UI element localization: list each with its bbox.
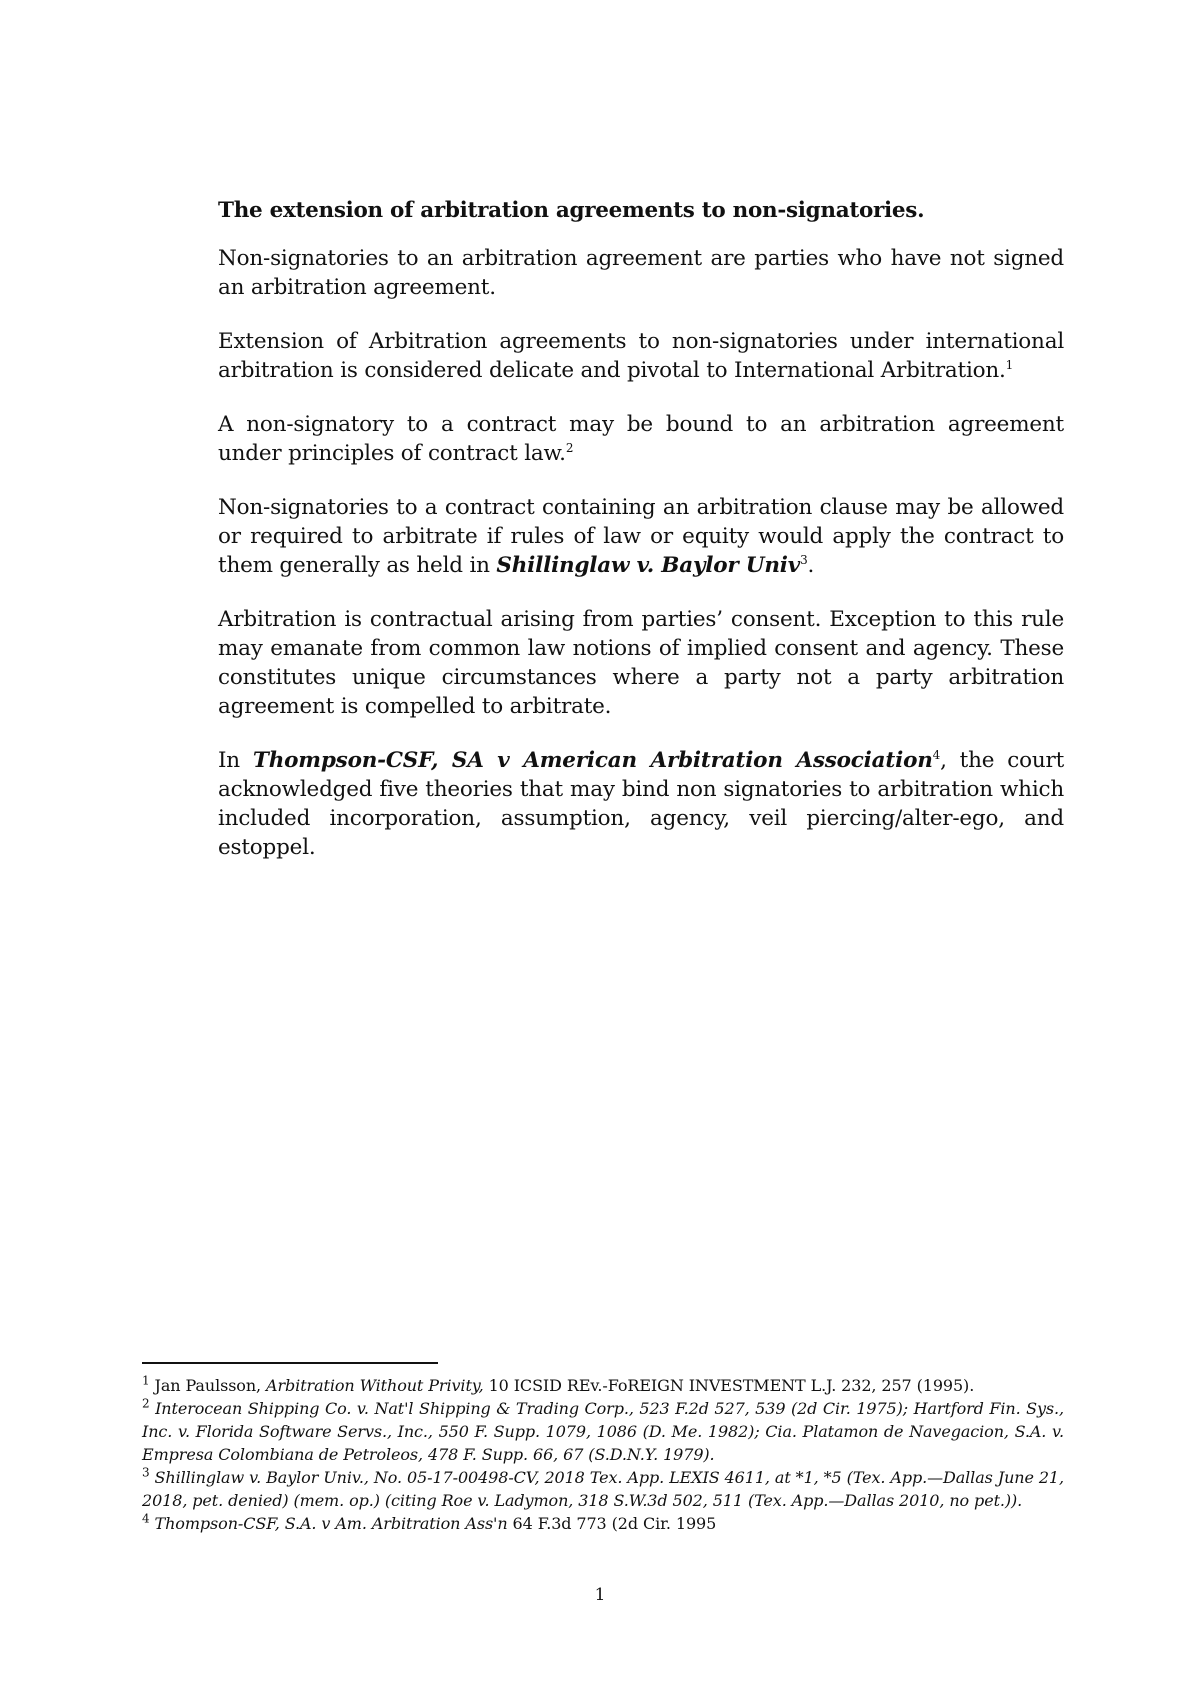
paragraph-text-end: . (807, 553, 815, 578)
case-name-thompson: Thompson-CSF, SA v American Arbitration Association (252, 748, 933, 773)
page-number: 1 (594, 1585, 606, 1605)
paragraph-text: In (218, 748, 253, 773)
footnote-4 (142, 1512, 1064, 1535)
paragraph-definition: Non-signatories to an arbitration agreement are parties who have not signed an arbitration agreement. (218, 246, 1064, 300)
footnote-text: 64 F.3d 773 (2d Cir. 1995 (507, 1514, 717, 1533)
footnote-number: 3 (142, 1465, 150, 1480)
paragraph-text: A non-signatory to a contract may be bound to an arbitration agreement under principles of contract law. (218, 412, 1064, 466)
footnote-separator (142, 1362, 438, 1364)
paragraph-shillinglaw (218, 493, 1064, 580)
body-text (218, 196, 1064, 887)
footnote-text: Jan Paulsson, (149, 1376, 267, 1395)
footnote-number: 4 (142, 1511, 150, 1526)
footnote-italic: Arbitration Without Privity, (266, 1376, 484, 1395)
footnote-2 (142, 1397, 1064, 1466)
footnote-3 (142, 1466, 1064, 1512)
paragraph-thompson (218, 746, 1064, 862)
footnote-ref-2[interactable]: 2 (565, 440, 574, 455)
footnote-italic: Shillinglaw v. Baylor Univ., No. 05-17-00498-CV, 2018 Tex. App. LEXIS 4611, at *1, *5 (Tex. App.—Dallas June 21, 2018, pet. denied) (mem. op.) (citing Roe v. Ladymon, 318 S.W.3d 502, 511 (Tex. App.—Dallas 2010, no pet.)). (142, 1468, 1064, 1510)
footnote-italic: Interocean Shipping Co. v. Nat'l Shipping & Trading Corp., 523 F.2d 527, 539 (2d Cir. 1975); Hartford Fin. Sys., Inc. v. Florida Software Servs., Inc., 550 F. Supp. 1079, 1086 (D. Me. 1982); Cia. Platamon de Navegacion, S.A. v. Empresa Colombiana de Petroleos, 478 F. Supp. 66, 67 (S.D.N.Y. 1979). (142, 1399, 1064, 1464)
paragraph-text: Extension of Arbitration agreements to non-signatories under international arbitration is considered delicate and pivotal to International Arbitration. (218, 329, 1064, 383)
footnote-1 (142, 1374, 1064, 1397)
paragraph-extension (218, 327, 1064, 385)
paragraph-text: Non-signatories to a contract containing an arbitration clause may be allowed or required to arbitrate if rules of law or equity would apply the contract to them generally as held in (218, 495, 1064, 578)
footnotes-section (142, 1362, 1064, 1535)
footnote-ref-3[interactable]: 3 (800, 552, 808, 567)
footnote-ref-1[interactable]: 1 (1005, 357, 1014, 372)
footnote-number: 1 (142, 1373, 150, 1388)
paragraph-consent: Arbitration is contractual arising from parties’ consent. Exception to this rule may emanate from common law notions of implied consent and agency. These constitutes unique circumstances where a party not a party arbitration agreement is compelled to arbitrate. (218, 607, 1064, 719)
case-name-shillinglaw: Shillinglaw v. Baylor Univ (496, 553, 801, 578)
footnote-text: 10 ICSID REv.-FoREIGN INVESTMENT L.J. 232, 257 (1995). (483, 1376, 975, 1395)
document-title: The extension of arbitration agreements to non-signatories. (218, 198, 925, 223)
paragraph-text-end: , the court acknowledged five theories that may bind non signatories to arbitration which included incorporation, assumption, agency, veil piercing/alter-ego, and estoppel. (218, 748, 1065, 860)
footnote-italic: Thompson-CSF, S.A. v Am. Arbitration Ass'n (149, 1514, 508, 1533)
footnote-ref-4[interactable]: 4 (932, 747, 941, 762)
footnote-number: 2 (142, 1396, 150, 1411)
paragraph-contract-law (218, 410, 1064, 468)
